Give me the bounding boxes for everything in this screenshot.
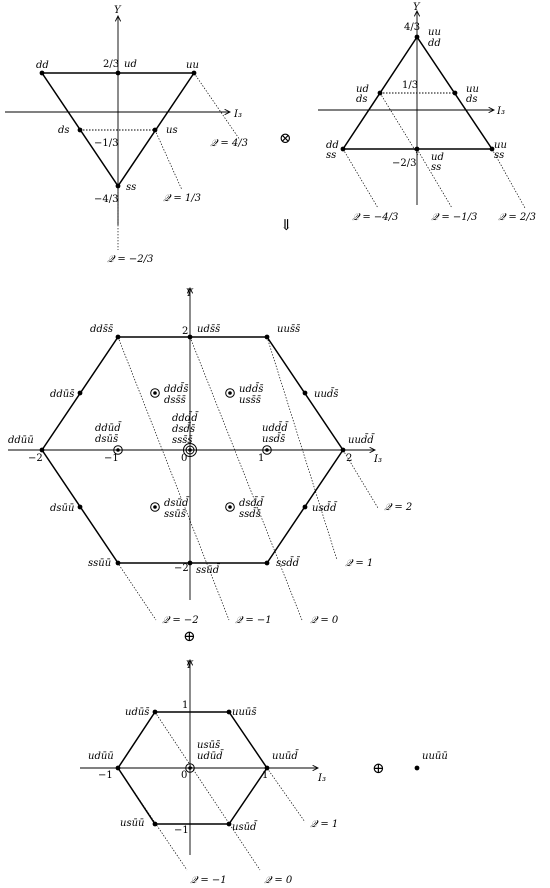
state-label: ssd̄d̄: [276, 558, 300, 569]
state-label: uuūs̄: [232, 707, 257, 718]
y-axis-label: Y: [114, 5, 121, 16]
i3-axis-label: I₃: [318, 773, 326, 784]
tick-label: −4/3: [94, 194, 119, 205]
state-label: dss̄s̄: [164, 395, 186, 406]
small-hexagon-panel: [80, 660, 338, 886]
state-label: ssd̄s̄: [239, 509, 261, 520]
state-label: udd̄d̄: [262, 423, 288, 434]
state-dot: [192, 71, 197, 76]
state-label: uus̄s̄: [277, 324, 301, 335]
charge-line: [190, 337, 302, 620]
state-label: dds̄s̄: [90, 324, 114, 335]
state-label: uu: [466, 84, 479, 95]
state-dot: [116, 561, 121, 566]
state-dot: [453, 91, 458, 96]
charge-line: [267, 337, 337, 560]
tensor-product-symbol: ⊗: [279, 129, 292, 147]
state-label: ss: [431, 162, 442, 173]
state-dot: [341, 448, 346, 453]
state-label: ud: [356, 84, 369, 95]
diquark-antitriplet-panel: [5, 5, 248, 265]
tick-label: 2/3: [103, 59, 120, 70]
state-label: usd̄d̄: [312, 503, 337, 514]
state-label: uu: [428, 27, 441, 38]
charge-label: 𝒬 = −2/3: [107, 254, 154, 265]
state-dot: [78, 391, 83, 396]
state-label: udūū: [88, 751, 114, 762]
state-label: ss: [326, 150, 337, 161]
state-label: ud: [431, 152, 444, 163]
state-label: uud̄s̄: [314, 389, 339, 400]
state-label: ddūs̄: [50, 389, 75, 400]
direct-sum-symbol: ⊕: [183, 627, 196, 645]
charge-label: 𝒬 = 2/3: [498, 212, 537, 223]
state-label: dsūd̄: [164, 498, 189, 509]
state-dot: [265, 335, 270, 340]
charge-label: 𝒬 = 2: [384, 502, 413, 513]
state-dot: [265, 561, 270, 566]
double-state-marker: [151, 503, 160, 512]
state-label: ssūd̄: [196, 565, 220, 576]
charge-line: [267, 768, 305, 822]
state-dot: [378, 91, 383, 96]
state-label: uss̄s̄: [239, 395, 261, 406]
state-label: ssūs̄: [164, 509, 186, 520]
tick-label: −2: [28, 453, 43, 464]
tick-label: 1/3: [402, 80, 419, 91]
tick-label: −2/3: [392, 158, 417, 169]
state-label: usūū: [120, 818, 145, 829]
tick-label: 0: [181, 453, 188, 464]
charge-label: 𝒬 = 1: [345, 558, 374, 569]
state-label: ddd̄s̄: [164, 384, 189, 395]
tick-label: −1: [104, 453, 119, 464]
tick-label: −2: [174, 563, 189, 574]
y-axis-label: Y: [186, 660, 193, 671]
state-dot: [78, 128, 83, 133]
state-label: udd̄s̄: [239, 384, 264, 395]
tick-label: 1: [262, 770, 269, 781]
tick-label: 2: [182, 326, 189, 337]
state-label: ddd̄d̄: [172, 413, 198, 424]
state-label: ds: [356, 94, 368, 105]
tick-label: 1: [182, 700, 189, 711]
state-label: uuūd̄: [272, 751, 298, 762]
charge-label: 𝒬 = 0: [264, 875, 293, 886]
tick-label: 0: [181, 770, 188, 781]
state-label: ddūd̄: [95, 423, 121, 434]
state-label: dsūū: [50, 503, 75, 514]
state-label: uuūū: [422, 751, 448, 762]
state-dot: [303, 391, 308, 396]
double-state-marker: [151, 389, 160, 398]
state-dot: [40, 71, 45, 76]
charge-label: 𝒬 = −1: [190, 875, 227, 886]
state-dot: [303, 505, 308, 510]
state-dot: [40, 448, 45, 453]
charge-line: [343, 149, 378, 208]
state-dot: [415, 35, 420, 40]
charge-label: 𝒬 = −4/3: [352, 212, 399, 223]
charge-line: [42, 450, 156, 620]
state-dot: [341, 147, 346, 152]
state-label: dsd̄d̄: [239, 498, 264, 509]
i3-axis-label: I₃: [234, 109, 242, 120]
charge-label: 𝒬 = 1: [310, 819, 339, 830]
state-dot: [116, 184, 121, 189]
state-label: uds̄s̄: [197, 324, 221, 335]
state-dot: [116, 335, 121, 340]
state-label: ddūū: [8, 435, 34, 446]
state-dot: [78, 505, 83, 510]
state-dot: [227, 710, 232, 715]
state-dot: [153, 822, 158, 827]
tetraquark-hexagon-panel: [8, 288, 412, 626]
implies-arrow: ⇓: [280, 216, 293, 234]
tick-label: 1: [258, 453, 265, 464]
charge-line: [380, 93, 418, 155]
state-label: dsd̄s̄: [172, 424, 196, 435]
charge-label: 𝒬 = −2: [162, 615, 199, 626]
state-label: sss̄s̄: [172, 435, 193, 446]
tick-label: 4/3: [404, 22, 421, 33]
state-label: ds: [58, 125, 70, 136]
state-label: ssūū: [88, 558, 112, 569]
direct-sum-symbol: ⊕: [372, 759, 385, 777]
tick-label: 2: [346, 453, 353, 464]
tick-label: −1: [174, 825, 189, 836]
singlet-state: [415, 751, 448, 770]
charge-label: 𝒬 = 4/3: [210, 138, 249, 149]
double-state-marker: [226, 389, 235, 398]
state-dot: [116, 71, 121, 76]
charge-label: 𝒬 = −1/3: [431, 212, 478, 223]
state-label: uu: [186, 60, 199, 71]
state-dot: [415, 147, 420, 152]
state-label: ds: [466, 94, 478, 105]
charge-label: 𝒬 = 1/3: [163, 193, 202, 204]
tick-label: −1: [98, 770, 113, 781]
state-dot: [153, 710, 158, 715]
tick-label: −1/3: [94, 138, 119, 149]
state-label: ss: [494, 150, 505, 161]
state-label: dsūs̄: [95, 434, 119, 445]
state-dot: [415, 766, 420, 771]
charge-line: [118, 337, 229, 620]
state-label: us: [166, 125, 178, 136]
state-label: udūd̄: [197, 751, 223, 762]
i3-axis-label: I₃: [374, 454, 382, 465]
state-label: usd̄s̄: [262, 434, 286, 445]
y-axis-label: Y: [186, 288, 193, 299]
double-state-marker: [226, 503, 235, 512]
state-label: usūd̄: [232, 822, 257, 833]
charge-line: [194, 73, 240, 140]
state-label: uud̄d̄: [348, 435, 374, 446]
charge-line: [155, 130, 182, 190]
state-label: ud: [124, 59, 137, 70]
state-label: ss: [126, 182, 137, 193]
i3-axis-label: I₃: [497, 106, 505, 117]
state-dot: [227, 822, 232, 827]
state-label: usūs̄: [197, 740, 221, 751]
state-dot: [116, 766, 121, 771]
state-label: dd: [36, 60, 49, 71]
charge-label: 𝒬 = −1: [235, 615, 272, 626]
state-label: udūs̄: [125, 707, 150, 718]
state-label: dd: [428, 38, 441, 49]
charge-label: 𝒬 = 0: [310, 615, 339, 626]
state-dot: [153, 128, 158, 133]
state-label: uu: [494, 140, 507, 151]
state-label: dd: [326, 140, 339, 151]
y-axis-label: Y: [413, 2, 420, 13]
diquark-sextet-panel: [318, 2, 536, 223]
